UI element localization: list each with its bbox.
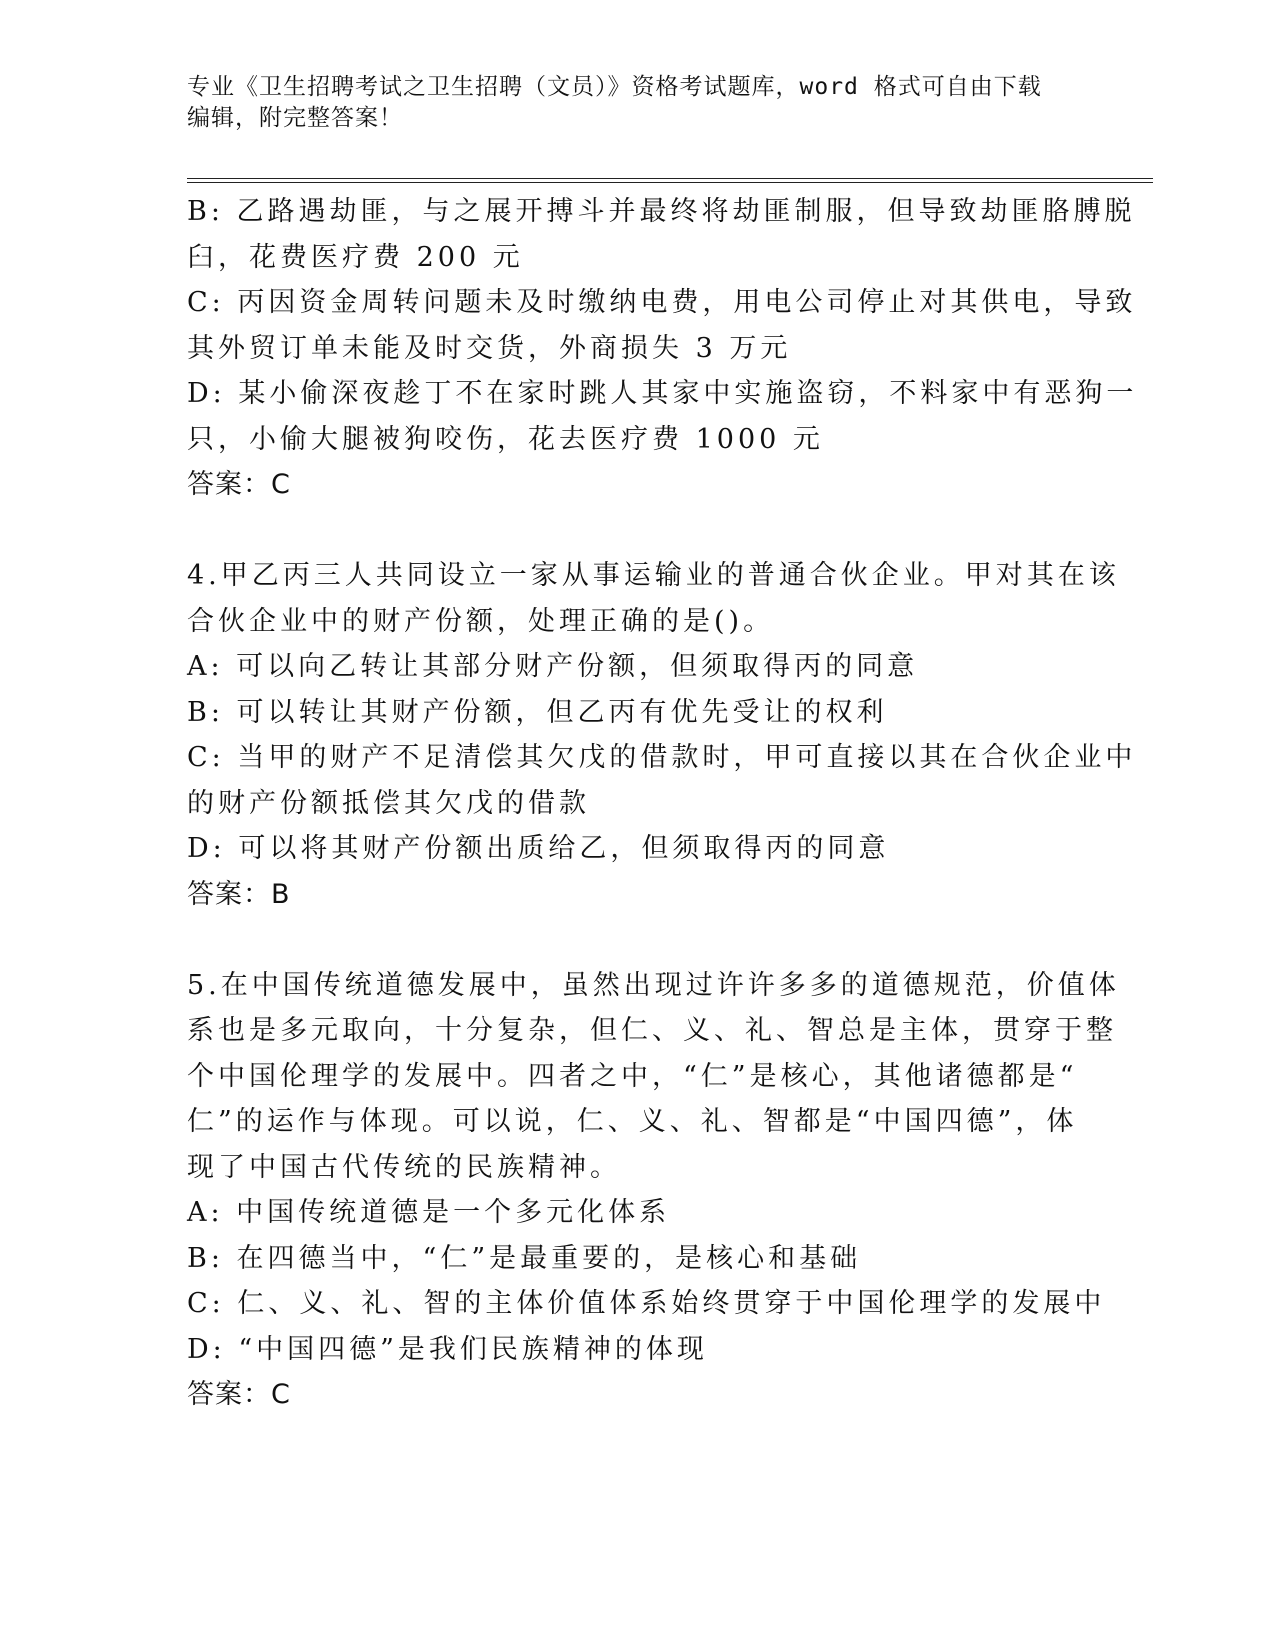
q4-stem-line-2: 合伙企业中的财产份额，处理正确的是()。	[187, 605, 775, 637]
header-line-1: 专业《卫生招聘考试之卫生招聘（文员）》资格考试题库，word 格式可自由下载	[187, 74, 1042, 100]
q3-option-b-line-1: B: 乙路遇劫匪，与之展开搏斗并最终将劫匪制服，但导致劫匪胳膊脱	[187, 196, 1136, 227]
question-spacer	[187, 917, 1087, 963]
q4-option-c-line-2: 的财产份额抵偿其欠戊的借款	[187, 787, 590, 819]
question-3	[187, 189, 1138, 508]
q5-option-c: C: 仁、义、礼、智的主体价值体系始终贯穿于中国伦理学的发展中	[187, 1288, 1106, 1319]
question-4	[187, 553, 1137, 917]
q4-option-d: D: 可以将其财产份额出质给乙，但须取得丙的同意	[187, 833, 890, 864]
q4-option-b: B: 可以转让其财产份额，但乙丙有优先受让的权利	[187, 696, 888, 728]
question-content	[187, 189, 1138, 1418]
q4-stem-line-1: 4.甲乙丙三人共同设立一家从事运输业的普通合伙企业。甲对其在该	[187, 560, 1120, 591]
question-spacer	[187, 508, 1087, 554]
q3-option-b-line-2: 臼，花费医疗费 200 元	[187, 241, 524, 273]
q5-option-a: A: 中国传统道德是一个多元化体系	[187, 1197, 671, 1228]
q3-option-c-line-1: C: 丙因资金周转问题未及时缴纳电费，用电公司停止对其供电，导致	[187, 287, 1137, 318]
q5-option-d: D: “中国四德”是我们民族精神的体现	[187, 1333, 708, 1365]
q5-stem-line-1: 5.在中国传统道德发展中，虽然出现过许许多多的道德规范，价值体	[187, 969, 1120, 1001]
header-line-2: 编辑，附完整答案！	[187, 105, 403, 131]
header-divider-bottom	[187, 182, 1153, 183]
q4-answer: 答案：B	[187, 878, 291, 910]
q5-stem-line-4: 仁”的运作与体现。可以说，仁、义、礼、智都是“中国四德”，体	[187, 1106, 1078, 1137]
question-5	[187, 963, 1120, 1418]
q5-option-b: B: 在四德当中，“仁”是最重要的，是核心和基础	[187, 1242, 862, 1274]
q3-option-d-line-1: D: 某小偷深夜趁丁不在家时跳人其家中实施盗窃，不料家中有恶狗一	[187, 378, 1138, 409]
q5-answer: 答案：C	[187, 1379, 291, 1410]
q3-option-d-line-2: 只，小偷大腿被狗咬伤，花去医疗费 1000 元	[187, 423, 824, 455]
q5-stem-line-5: 现了中国古代传统的民族精神。	[187, 1151, 621, 1183]
q5-stem-line-2: 系也是多元取向，十分复杂，但仁、义、礼、智总是主体，贯穿于整	[187, 1015, 1117, 1046]
q3-answer: 答案：C	[187, 469, 291, 500]
document-header	[187, 72, 1067, 134]
q4-option-a: A: 可以向乙转让其部分财产份额，但须取得丙的同意	[187, 651, 919, 682]
q4-option-c-line-1: C: 当甲的财产不足清偿其欠戊的借款时，甲可直接以其在合伙企业中	[187, 742, 1137, 773]
q3-option-c-line-2: 其外贸订单未能及时交货，外商损失 3 万元	[187, 332, 792, 364]
header-divider-top	[187, 178, 1153, 179]
q5-stem-line-3: 个中国伦理学的发展中。四者之中，“仁”是核心，其他诸德都是“	[187, 1060, 1078, 1092]
